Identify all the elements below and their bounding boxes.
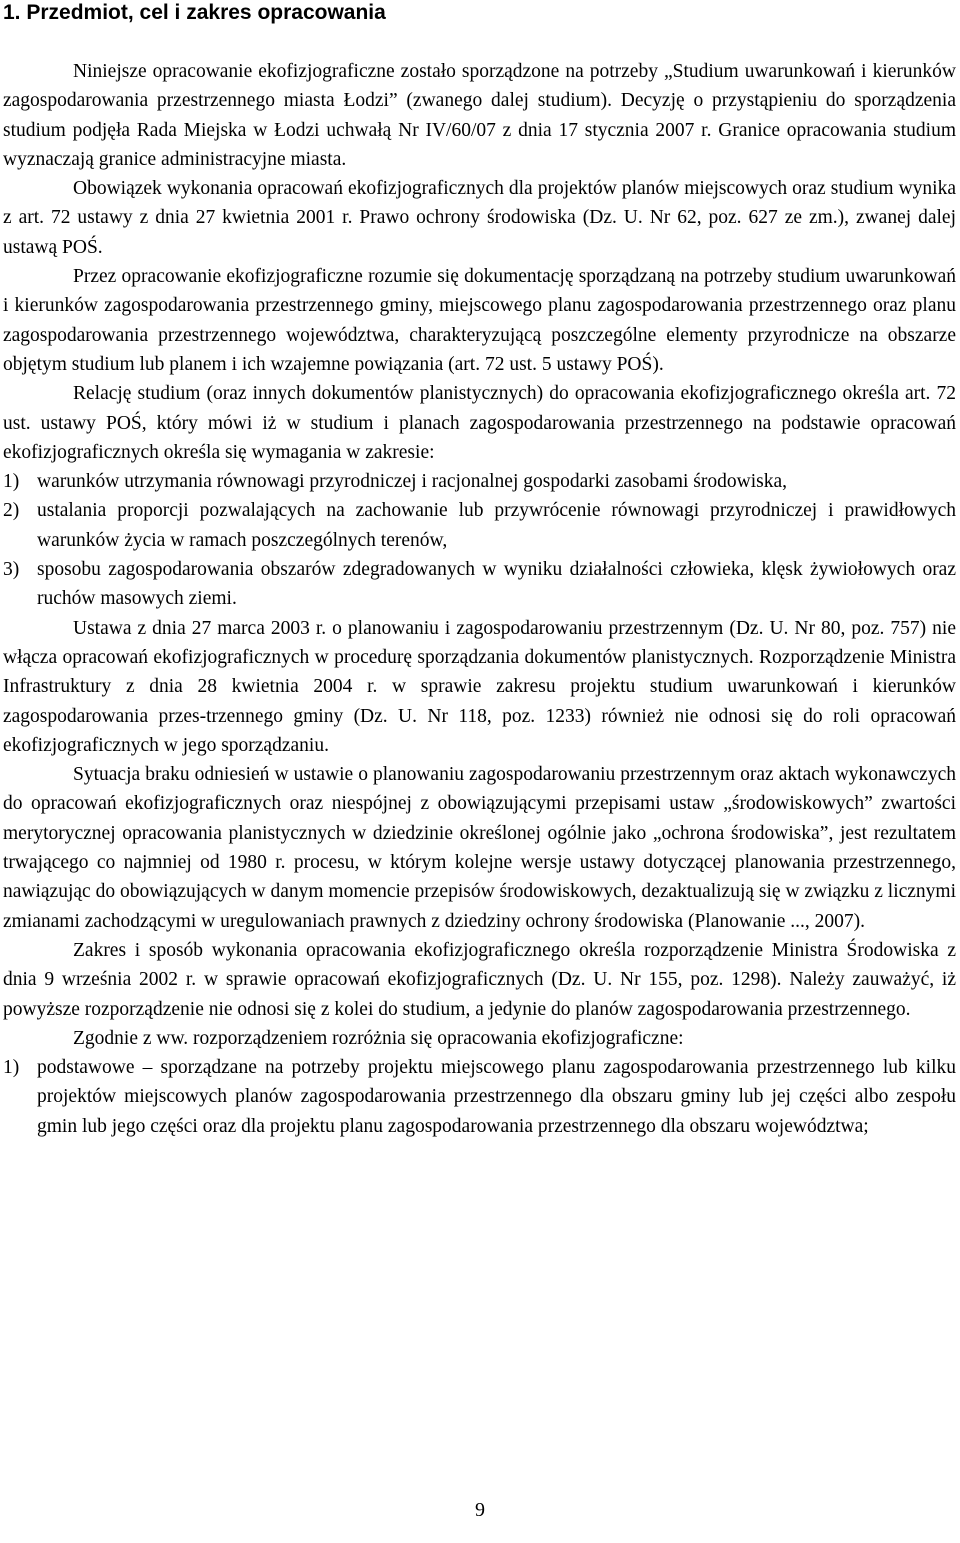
paragraph-planning-act: Ustawa z dnia 27 marca 2003 r. o planowaniu i zagospodarowaniu przestrzennym (Dz. U. Nr 80, poz. 757) nie włącza opracowań ekofizjograficznych w procedurę sporządzania dokumentów planistycznych. Rozporządzenie Ministra Infrastruktury z dnia 28 kwietnia 2004 r. w sprawie zakresu projektu studium uwarunkowań i kierunków zagospodarowania przes-trzennego gminy (Dz. U. Nr 118, poz. 1233) również nie odnosi się do roli opracowań ekofizjograficznych w jego sporządzaniu. xyxy=(3,617,956,756)
paragraph-definition: Przez opracowanie ekofizjograficzne rozumie się dokumentację sporządzaną na potrzeby studium uwarunkowań i kierunków zagospodarowania przestrzennego gminy, miejscowego planu zagospodarowania przestrzennego oraz planu zagospodarowania przestrzennego województwa, charakteryzującą poszczególne elementy przyrodnicze na obszarze objętym studium lub planem i ich wzajemne powiązania (art. 72 ust. 5 ustawy POŚ). xyxy=(3,266,956,375)
section-heading: 1. Przedmiot, cel i zakres opracowania xyxy=(3,1,386,24)
paragraph-legal-basis: Obowiązek wykonania opracowań ekofizjograficznych dla projektów planów miejscowych oraz studium wynika z art. 72 ustawy z dnia 27 kwietnia 2001 r. Prawo ochrony środowiska (Dz. U. Nr 62, poz. 627 ze zm.), zwanej dalej ustawą POŚ. xyxy=(3,178,956,258)
list-item-number: 1) xyxy=(3,471,20,493)
list-item xyxy=(3,555,956,614)
paragraph-purpose: Niniejsze opracowanie ekofizjograficzne zostało sporządzone na potrzeby „Studium uwarunkowań i kierunków zagospodarowania przestrzennego miasta Łodzi” (zwanego dalej studium). Decyzję o przystąpieniu do sporządzenia studium podjęła Rada Miejska w Łodzi uchwałą Nr IV/60/07 z dnia 17 stycznia 2007 r. Granice opracowania studium wyznaczają granice administracyjne miasta. xyxy=(3,61,956,170)
paragraph-types-intro: Zgodnie z ww. rozporządzeniem rozróżnia się opracowania ekofizjograficzne: xyxy=(73,1027,684,1049)
list-item-text: ustalania proporcji pozwalających na zachowanie lub przywrócenie równowagi przyrodniczej i prawidłowych warunków życia w ramach poszczególnych terenów, xyxy=(37,500,956,551)
list-item-text: sposobu zagospodarowania obszarów zdegradowanych w wyniku działalności człowieka, klęsk żywiołowych oraz ruchów masowych ziemi. xyxy=(37,559,956,610)
paragraph-relation: Relację studium (oraz innych dokumentów planistycznych) do opracowania ekofizjograficznego określa art. 72 ust. ustawy POŚ, który mówi iż w studium i planach zagospodarowania przestrzennego na podstawie opracowań ekofizjograficznych określa się wymagania w zakresie: xyxy=(3,383,956,463)
list-item xyxy=(3,1053,956,1141)
requirements-list xyxy=(3,467,956,613)
page-number: 9 xyxy=(475,1499,485,1521)
list-item-number: 3) xyxy=(3,559,20,581)
document-body xyxy=(3,57,956,1141)
list-item-text: warunków utrzymania równowagi przyrodniczej i racjonalnej gospodarki zasobami środowiska, xyxy=(37,471,787,493)
list-item-number: 2) xyxy=(3,500,20,522)
list-item-text: podstawowe – sporządzane na potrzeby projektu miejscowego planu zagospodarowania przestrzennego lub kilku projektów miejscowych planów zagospodarowania przestrzennego dla obszaru gminy lub jej części albo zespołu gmin lub jego części oraz dla projektu planu zagospodarowania przestrzennego dla obszaru województwa; xyxy=(37,1057,956,1137)
list-item-number: 1) xyxy=(3,1057,20,1079)
types-list xyxy=(3,1053,956,1141)
paragraph-situation: Sytuacja braku odniesień w ustawie o planowaniu zagospodarowaniu przestrzennym oraz aktach wykonawczych do opracowań ekofizjograficznych oraz niespójnej z obowiązującymi przepisami ustaw „środowiskowych” zwartości merytorycznej opracowania planistycznych w dziedzinie określonej ogólnie jako „ochrona środowiska”, jest rezultatem trwającego co najmniej od 1980 r. procesu, w którym kolejne wersje ustawy dotyczącej planowania przestrzennego, nawiązując do obowiązujących w danym momencie przepisów środowiskowych, dezaktualizują się w związku z licznymi zmianami zachodzącymi w uregulowaniach prawnych z dziedziny ochrony środowiska (Planowanie ..., 2007). xyxy=(3,764,957,932)
list-item xyxy=(3,496,956,555)
list-item xyxy=(3,467,956,496)
paragraph-scope: Zakres i sposób wykonania opracowania ekofizjograficznego określa rozporządzenie Ministra Środowiska z dnia 9 września 2002 r. w sprawie opracowań ekofizjograficznych (Dz. U. Nr 155, poz. 1298). Należy zauważyć, iż powyższe rozporządzenie nie odnosi się z kolei do studium, a jedynie do planów zagospodarowania przestrzennego. xyxy=(3,939,956,1020)
